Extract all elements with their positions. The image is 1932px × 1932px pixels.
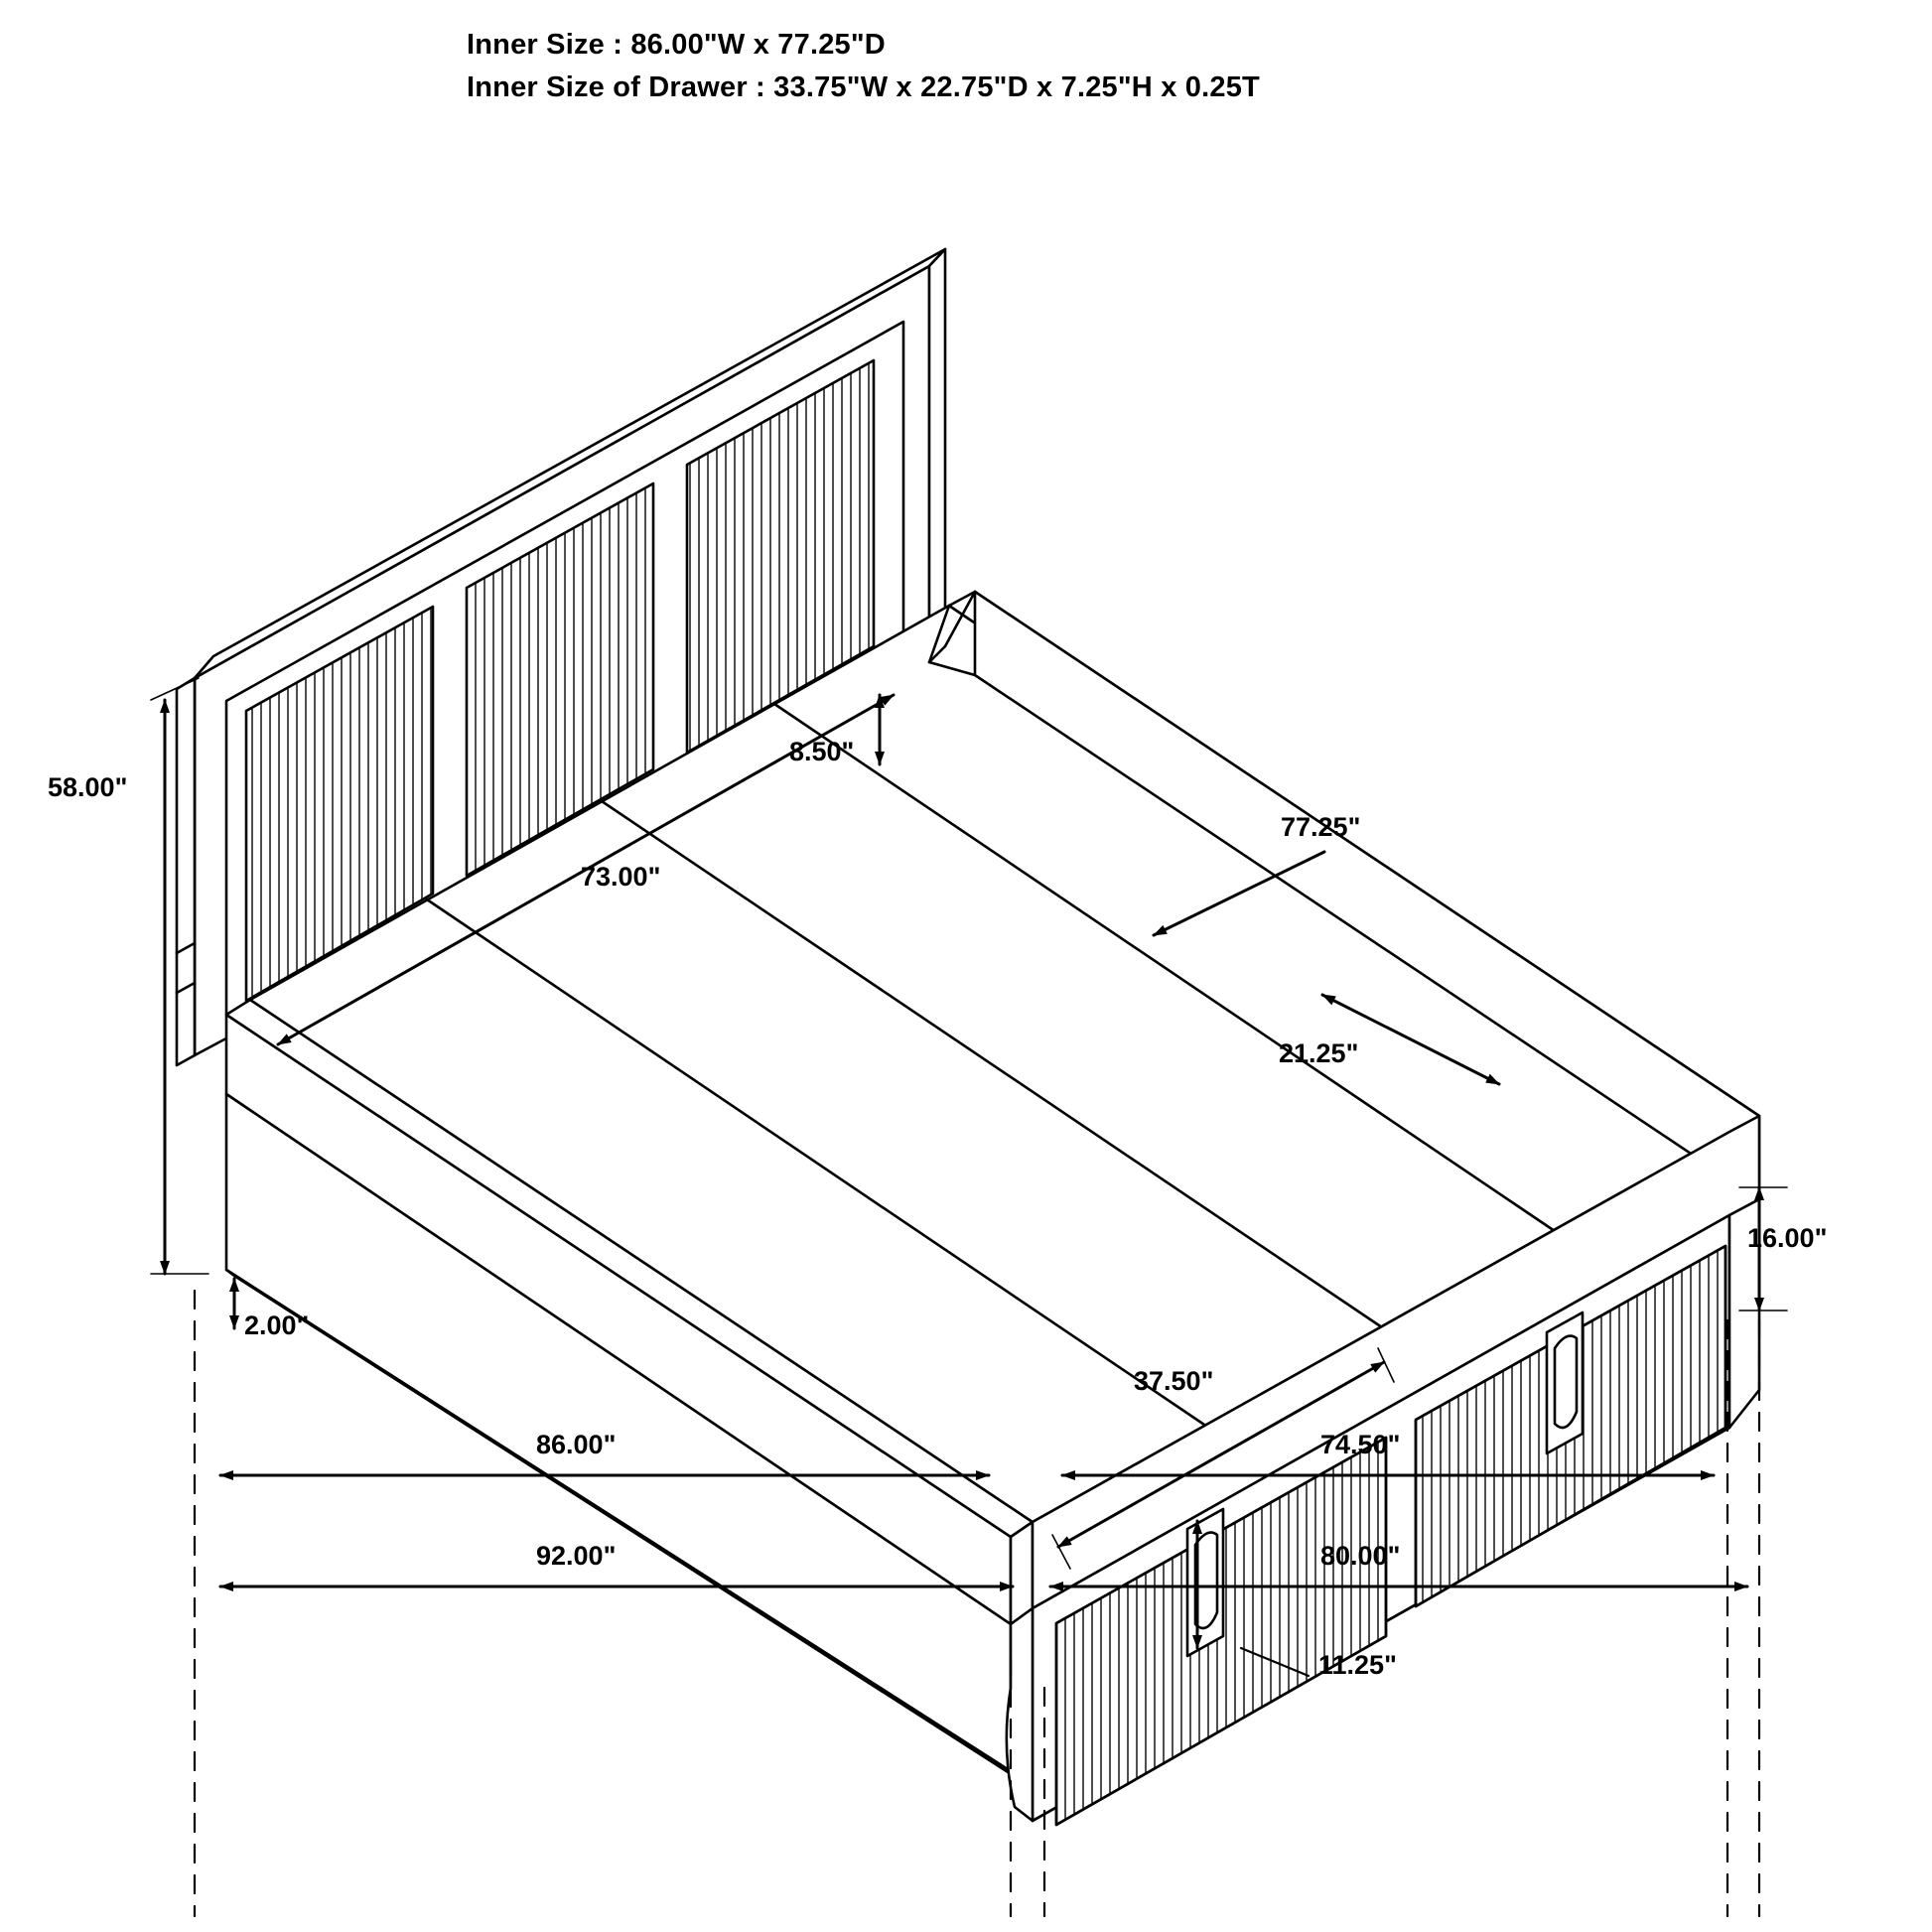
dim-label-footboard-height: 16.00"	[1747, 1223, 1828, 1253]
headboard-left-post	[177, 678, 195, 1065]
dim-label-inner-depth: 77.25"	[1281, 812, 1361, 842]
drawer-handle-left	[1187, 1509, 1223, 1656]
dim-label-side-rail-inner: 21.25"	[1279, 1038, 1359, 1068]
dim-label-footboard-width: 74.50"	[1320, 1430, 1401, 1459]
inner-size-label: Inner Size : 86.00"W x 77.25"D	[467, 29, 886, 61]
dim-label-drawer-front-width: 37.50"	[1134, 1366, 1214, 1396]
inner-drawer-size-label: Inner Size of Drawer : 33.75"W x 22.75"D x 7.25"H x 0.25T	[467, 71, 1260, 103]
drawer-handle-right	[1547, 1312, 1583, 1453]
dim-label-headboard-gap: 8.50"	[789, 737, 855, 766]
dim-label-clearance: 2.00"	[244, 1311, 310, 1340]
dim-label-footprint-depth: 80.00"	[1320, 1541, 1401, 1571]
dim-label-headboard-width: 73.00"	[581, 862, 661, 892]
dim-label-overall-length: 92.00"	[536, 1541, 617, 1571]
dim-label-overall-width: 86.00"	[536, 1430, 617, 1459]
dim-label-headboard-height: 58.00"	[48, 772, 128, 802]
dim-label-handle-height: 11.25"	[1318, 1650, 1397, 1680]
